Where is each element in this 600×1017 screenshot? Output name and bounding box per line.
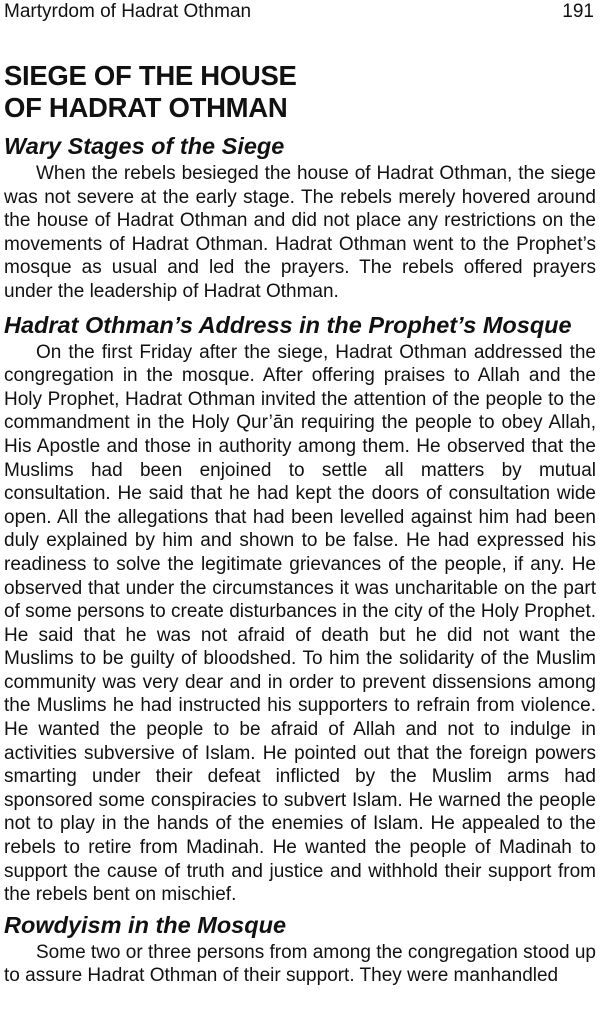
paragraph-rowdyism: Some two or three persons from among the congregation stood up to assure Hadrat Othman of their support. They were manhandled bbox=[4, 941, 596, 987]
running-head-title: Martyrdom of Hadrat Othman bbox=[4, 1, 252, 22]
paragraph-siege-stages: When the rebels besieged the house of Hadrat Othman, the siege was not severe at the early stage. The rebels merely hovered around the house of Hadrat Othman and did not place any restrictions on the movements of Hadrat Othman. Hadrat Othman went to the Prophet’s mosque as usual and led the prayers. The rebels offered prayers under the leadership of Hadrat Othman. bbox=[4, 163, 596, 302]
book-page bbox=[4, 0, 596, 1017]
section-heading-address: Hadrat Othman’s Address in the Prophet’s Mosque bbox=[4, 311, 572, 338]
section-heading-siege-stages: Wary Stages of the Siege bbox=[4, 133, 285, 159]
chapter-title bbox=[4, 60, 596, 124]
page-number: 191 bbox=[562, 1, 594, 22]
section-heading-rowdyism: Rowdyism in the Mosque bbox=[4, 911, 287, 938]
chapter-title-line-1: SIEGE OF THE HOUSE bbox=[4, 60, 297, 91]
paragraph-address: On the first Friday after the siege, Hadrat Othman addressed the congregation in the mosque. After offering praises to Allah and the Holy Prophet, Hadrat Othman invited the attention of the people to the commandment in the Holy Qur’ān requiring the people to obey Allah, His Apostle and those in authority among them. He observed that the Muslims had been enjoined to settle all matters by mutual consultation. He said that he had kept the doors of consultation wide open. All the allegations that had been levelled against him had been duly explained by him and shown to be false. He had expressed his readiness to solve the legitimate grievances of the people, if any. He observed that under the circumstances it was uncharitable on the part of some persons to create disturbances in the city of the Holy Prophet. He said that he was not afraid of death but he did not want the Muslims to be guilty of bloodshed. To him the solidarity of the Muslim community was very dear and in order to prevent dissensions among the Muslims he had instructed his supporters to refrain from violence. He wanted the people to be afraid of Allah and not to indulge in activities subversive of Islam. He pointed out that the foreign powers smarting under their defeat inflicted by the Muslim arms had sponsored some conspiracies to subvert Islam. He warned the people not to play in the hands of the enemies of Islam. He appealed to the rebels to retire from Madinah. He wanted the people of Madinah to support the cause of truth and justice and withhold their support from the rebels bent on mischief. bbox=[4, 341, 596, 906]
chapter-title-line-2: OF HADRAT OTHMAN bbox=[4, 92, 288, 123]
running-head bbox=[4, 0, 596, 26]
